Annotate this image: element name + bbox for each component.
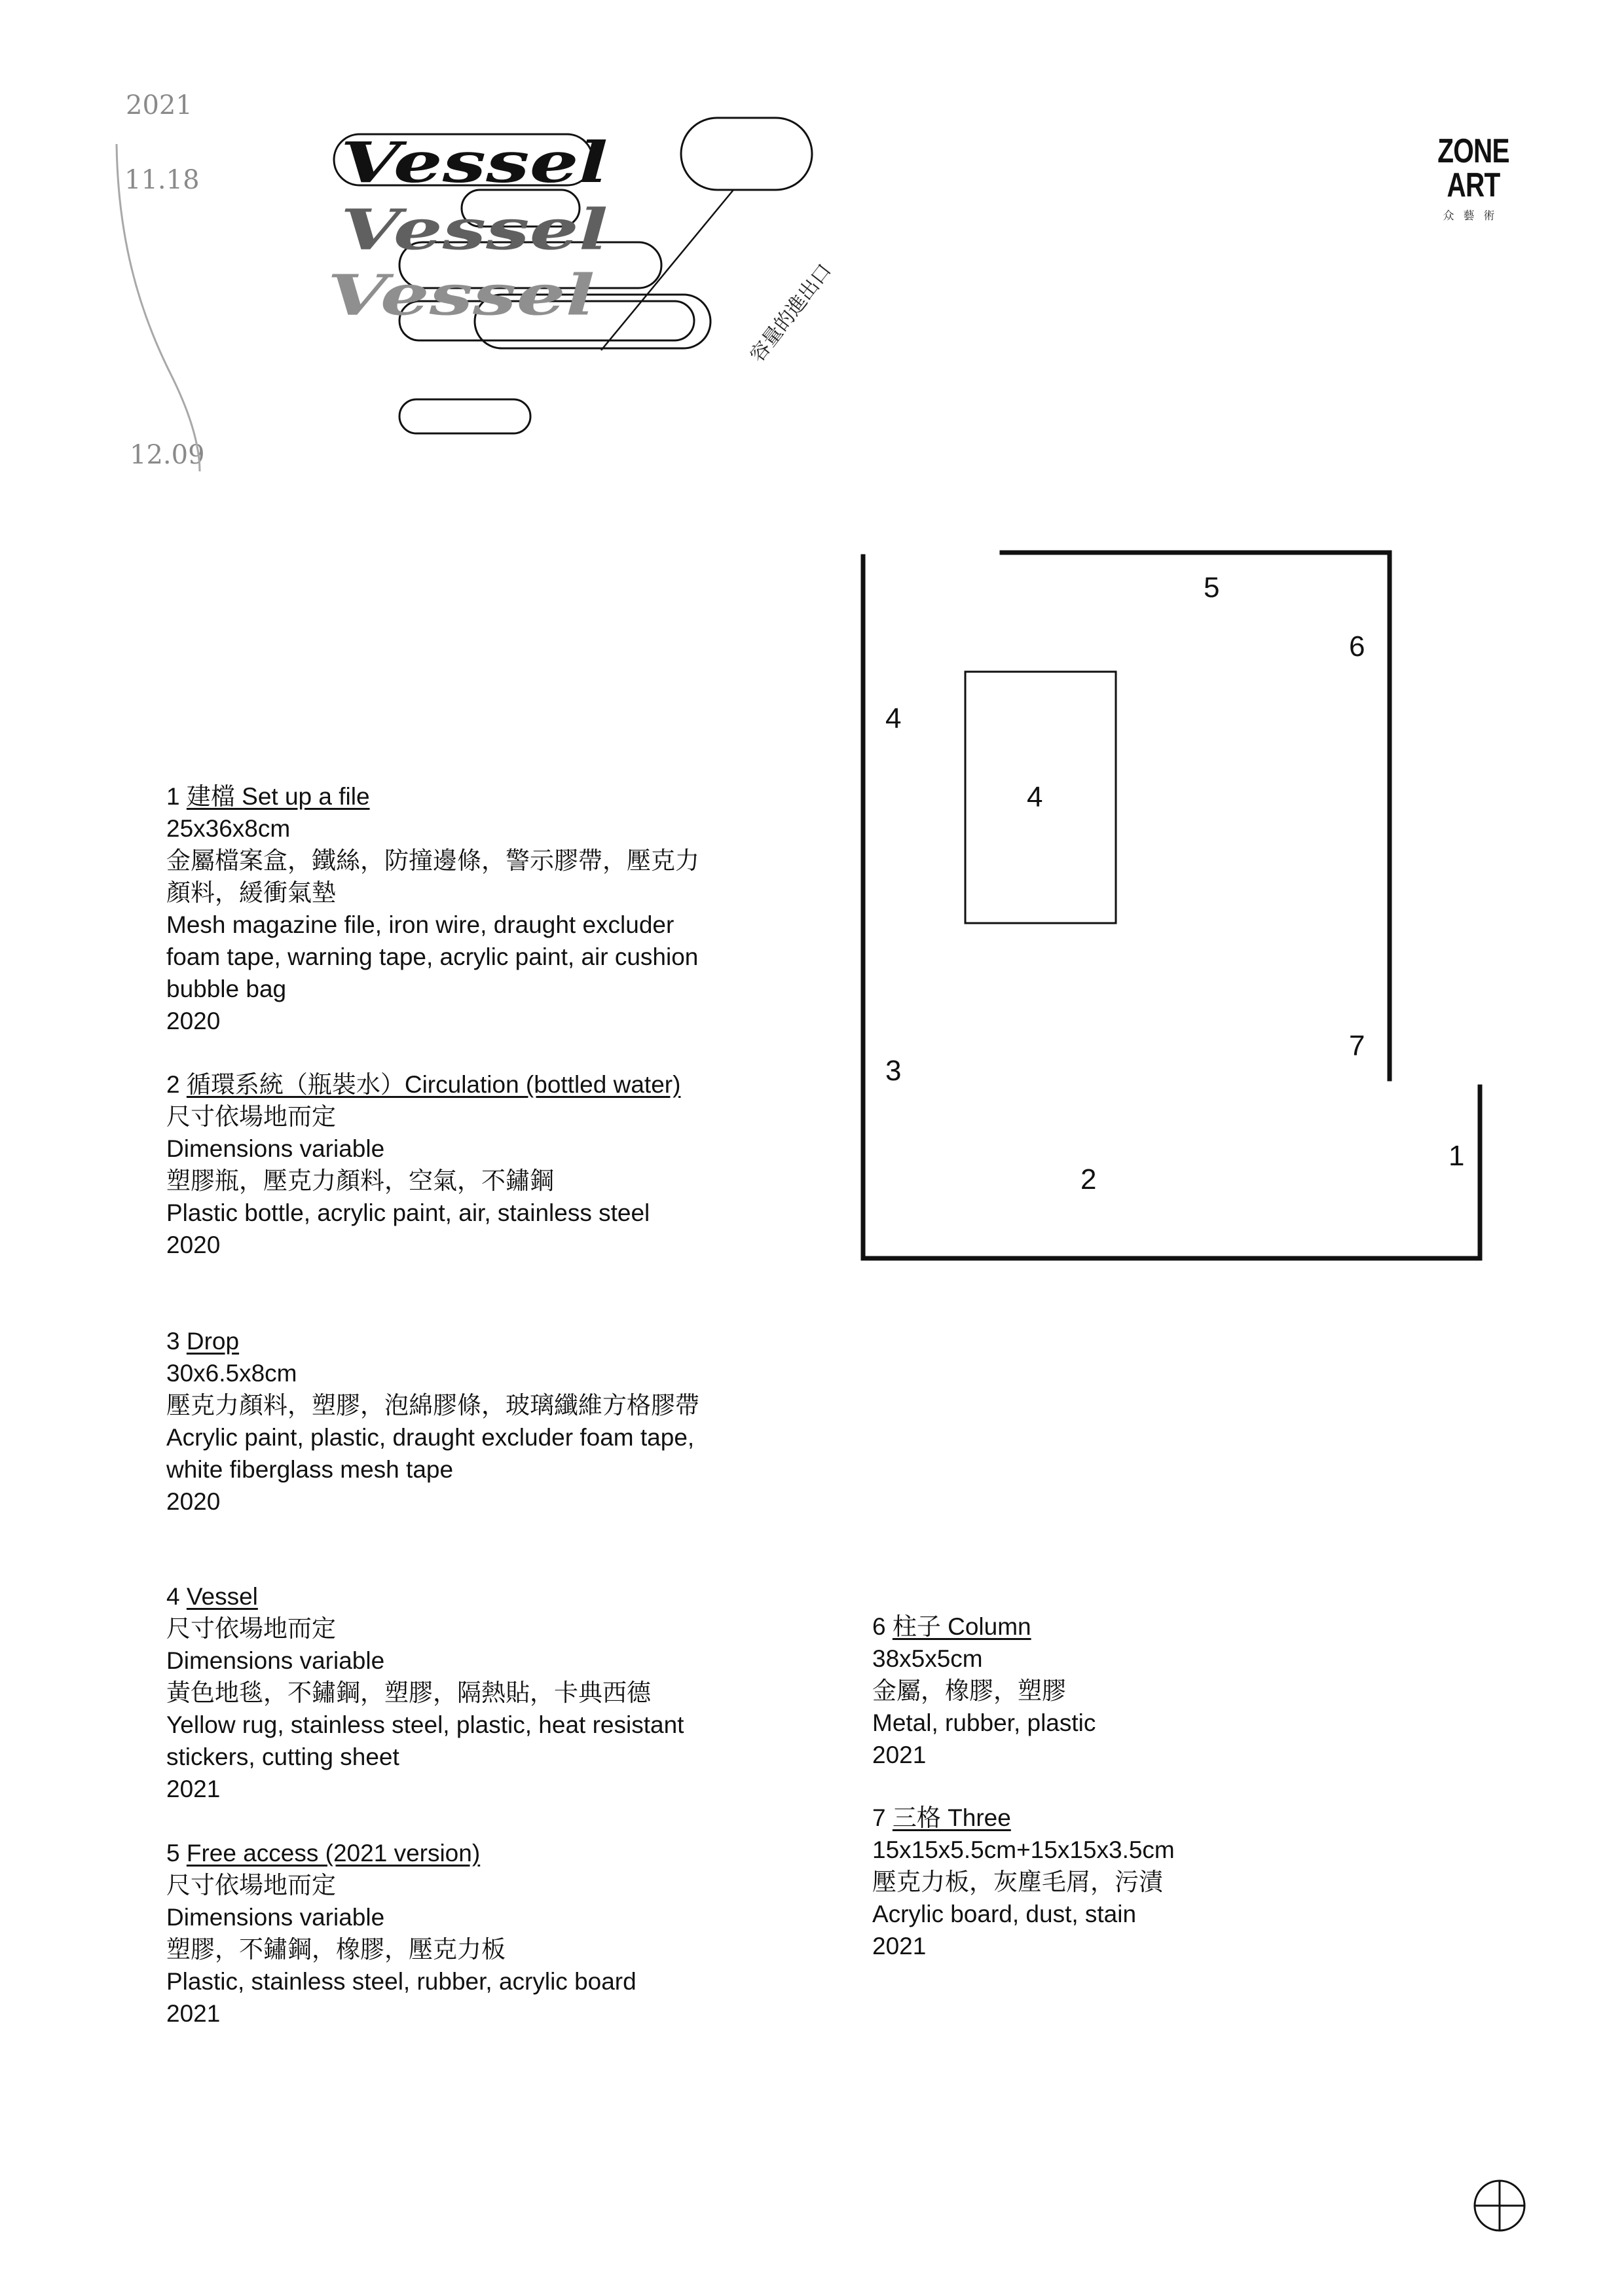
circle-mark-icon bbox=[1472, 2178, 1527, 2233]
work-dimensions: 30x6.5x8cm bbox=[166, 1360, 297, 1387]
work-number: 7 bbox=[872, 1804, 886, 1831]
work-title: 柱子 Column bbox=[892, 1613, 1031, 1640]
work-materials-zh: 金屬檔案盒，鐵絲，防撞邊條，警示膠帶，壓克力顏料，緩衝氣墊 bbox=[166, 847, 699, 906]
work-materials-zh: 塑膠瓶，壓克力顏料，空氣，不鏽鋼 bbox=[166, 1167, 554, 1194]
work-dimensions: 25x36x8cm bbox=[166, 815, 291, 842]
work-materials-en: Mesh magazine file, iron wire, draught excluder foam tape, warning tape, acrylic paint, air cushion bubble bag bbox=[166, 911, 699, 1002]
exhibition-start-date: 11.18 bbox=[124, 165, 200, 195]
work-materials-en: Plastic, stainless steel, rubber, acrylic board bbox=[166, 1968, 637, 1995]
work-year: 2021 bbox=[872, 1741, 927, 1768]
title-word-3: Vessel bbox=[327, 263, 595, 329]
plan-label-4-floor: 4 bbox=[1027, 781, 1043, 813]
work-title: 三格 Three bbox=[892, 1804, 1011, 1831]
plan-label-2: 2 bbox=[1080, 1163, 1097, 1195]
work-dimensions: 15x15x5.5cm+15x15x3.5cm bbox=[872, 1836, 1175, 1863]
work-dimensions-zh: 尺寸依場地而定 bbox=[166, 1615, 336, 1642]
title-word-2: Vessel bbox=[341, 196, 608, 263]
plan-label-1: 1 bbox=[1449, 1140, 1465, 1172]
work-year: 2020 bbox=[166, 1008, 221, 1034]
work-materials-en: Acrylic paint, plastic, draught excluder foam tape, white fiberglass mesh tape bbox=[166, 1424, 695, 1483]
work-year: 2020 bbox=[166, 1231, 221, 1258]
work-entry-4 bbox=[166, 1580, 703, 1805]
work-number: 4 bbox=[166, 1583, 180, 1610]
plan-label-5: 5 bbox=[1204, 572, 1220, 604]
exhibition-subtitle: 容量的進出口 bbox=[745, 259, 837, 367]
work-year: 2021 bbox=[872, 1933, 927, 1959]
logo-chinese-name: 众藝術 bbox=[1443, 210, 1504, 223]
plan-label-6: 6 bbox=[1349, 630, 1365, 663]
work-entry-1 bbox=[166, 780, 703, 1037]
plan-label-4-wall: 4 bbox=[885, 702, 902, 735]
work-materials-zh: 黃色地毯，不鏽鋼，塑膠，隔熱貼，卡典西德 bbox=[166, 1679, 651, 1706]
work-number: 6 bbox=[872, 1613, 886, 1640]
work-materials-zh: 壓克力顏料，塑膠，泡綿膠條，玻璃纖維方格膠帶 bbox=[166, 1392, 699, 1419]
work-dimensions: 38x5x5cm bbox=[872, 1645, 983, 1672]
work-year: 2021 bbox=[166, 2000, 221, 2027]
work-year: 2020 bbox=[166, 1488, 221, 1515]
work-title: Drop bbox=[186, 1328, 240, 1355]
exhibition-year: 2021 bbox=[126, 90, 193, 120]
work-title: 建檔 Set up a file bbox=[186, 783, 370, 810]
work-title: 循環系統（瓶裝水）Circulation (bottled water) bbox=[186, 1071, 681, 1098]
plan-label-7: 7 bbox=[1349, 1030, 1365, 1062]
work-title: Free access (2021 version) bbox=[186, 1840, 481, 1867]
floor-plan bbox=[851, 537, 1493, 1270]
work-year: 2021 bbox=[166, 1776, 221, 1802]
work-dimensions-en: Dimensions variable bbox=[166, 1904, 385, 1931]
work-dimensions-en: Dimensions variable bbox=[166, 1647, 385, 1674]
work-entry-3 bbox=[166, 1325, 703, 1518]
vessel-title-graphic bbox=[314, 105, 877, 458]
work-materials-en: Plastic bottle, acrylic paint, air, stainless steel bbox=[166, 1199, 650, 1226]
logo-wordmark: ZONE ART bbox=[1437, 132, 1509, 204]
date-timeline-curve bbox=[111, 137, 210, 478]
work-number: 3 bbox=[166, 1328, 180, 1355]
work-materials-en: Acrylic board, dust, stain bbox=[872, 1901, 1137, 1927]
work-entry-7 bbox=[872, 1802, 1291, 1962]
work-materials-zh: 塑膠，不鏽鋼，橡膠，壓克力板 bbox=[166, 1936, 506, 1963]
work-dimensions-en: Dimensions variable bbox=[166, 1135, 385, 1162]
work-number: 1 bbox=[166, 783, 180, 810]
work-title: Vessel bbox=[186, 1583, 258, 1610]
work-dimensions-zh: 尺寸依場地而定 bbox=[166, 1103, 336, 1130]
work-materials-zh: 壓克力板，灰塵毛屑，污漬 bbox=[872, 1868, 1163, 1895]
work-materials-zh: 金屬，橡膠，塑膠 bbox=[872, 1677, 1066, 1704]
zone-art-logo bbox=[1414, 134, 1532, 223]
work-entry-5 bbox=[166, 1837, 703, 2030]
work-entry-2 bbox=[166, 1068, 703, 1261]
title-word-1: Vessel bbox=[341, 130, 608, 196]
work-entry-6 bbox=[872, 1611, 1291, 1771]
work-materials-en: Yellow rug, stainless steel, plastic, heat resistant stickers, cutting sheet bbox=[166, 1711, 684, 1770]
work-number: 5 bbox=[166, 1840, 180, 1867]
exhibition-end-date: 12.09 bbox=[130, 440, 205, 470]
work-dimensions-zh: 尺寸依場地而定 bbox=[166, 1872, 336, 1899]
work-materials-en: Metal, rubber, plastic bbox=[872, 1709, 1096, 1736]
plan-label-3: 3 bbox=[885, 1055, 902, 1087]
work-number: 2 bbox=[166, 1071, 180, 1098]
